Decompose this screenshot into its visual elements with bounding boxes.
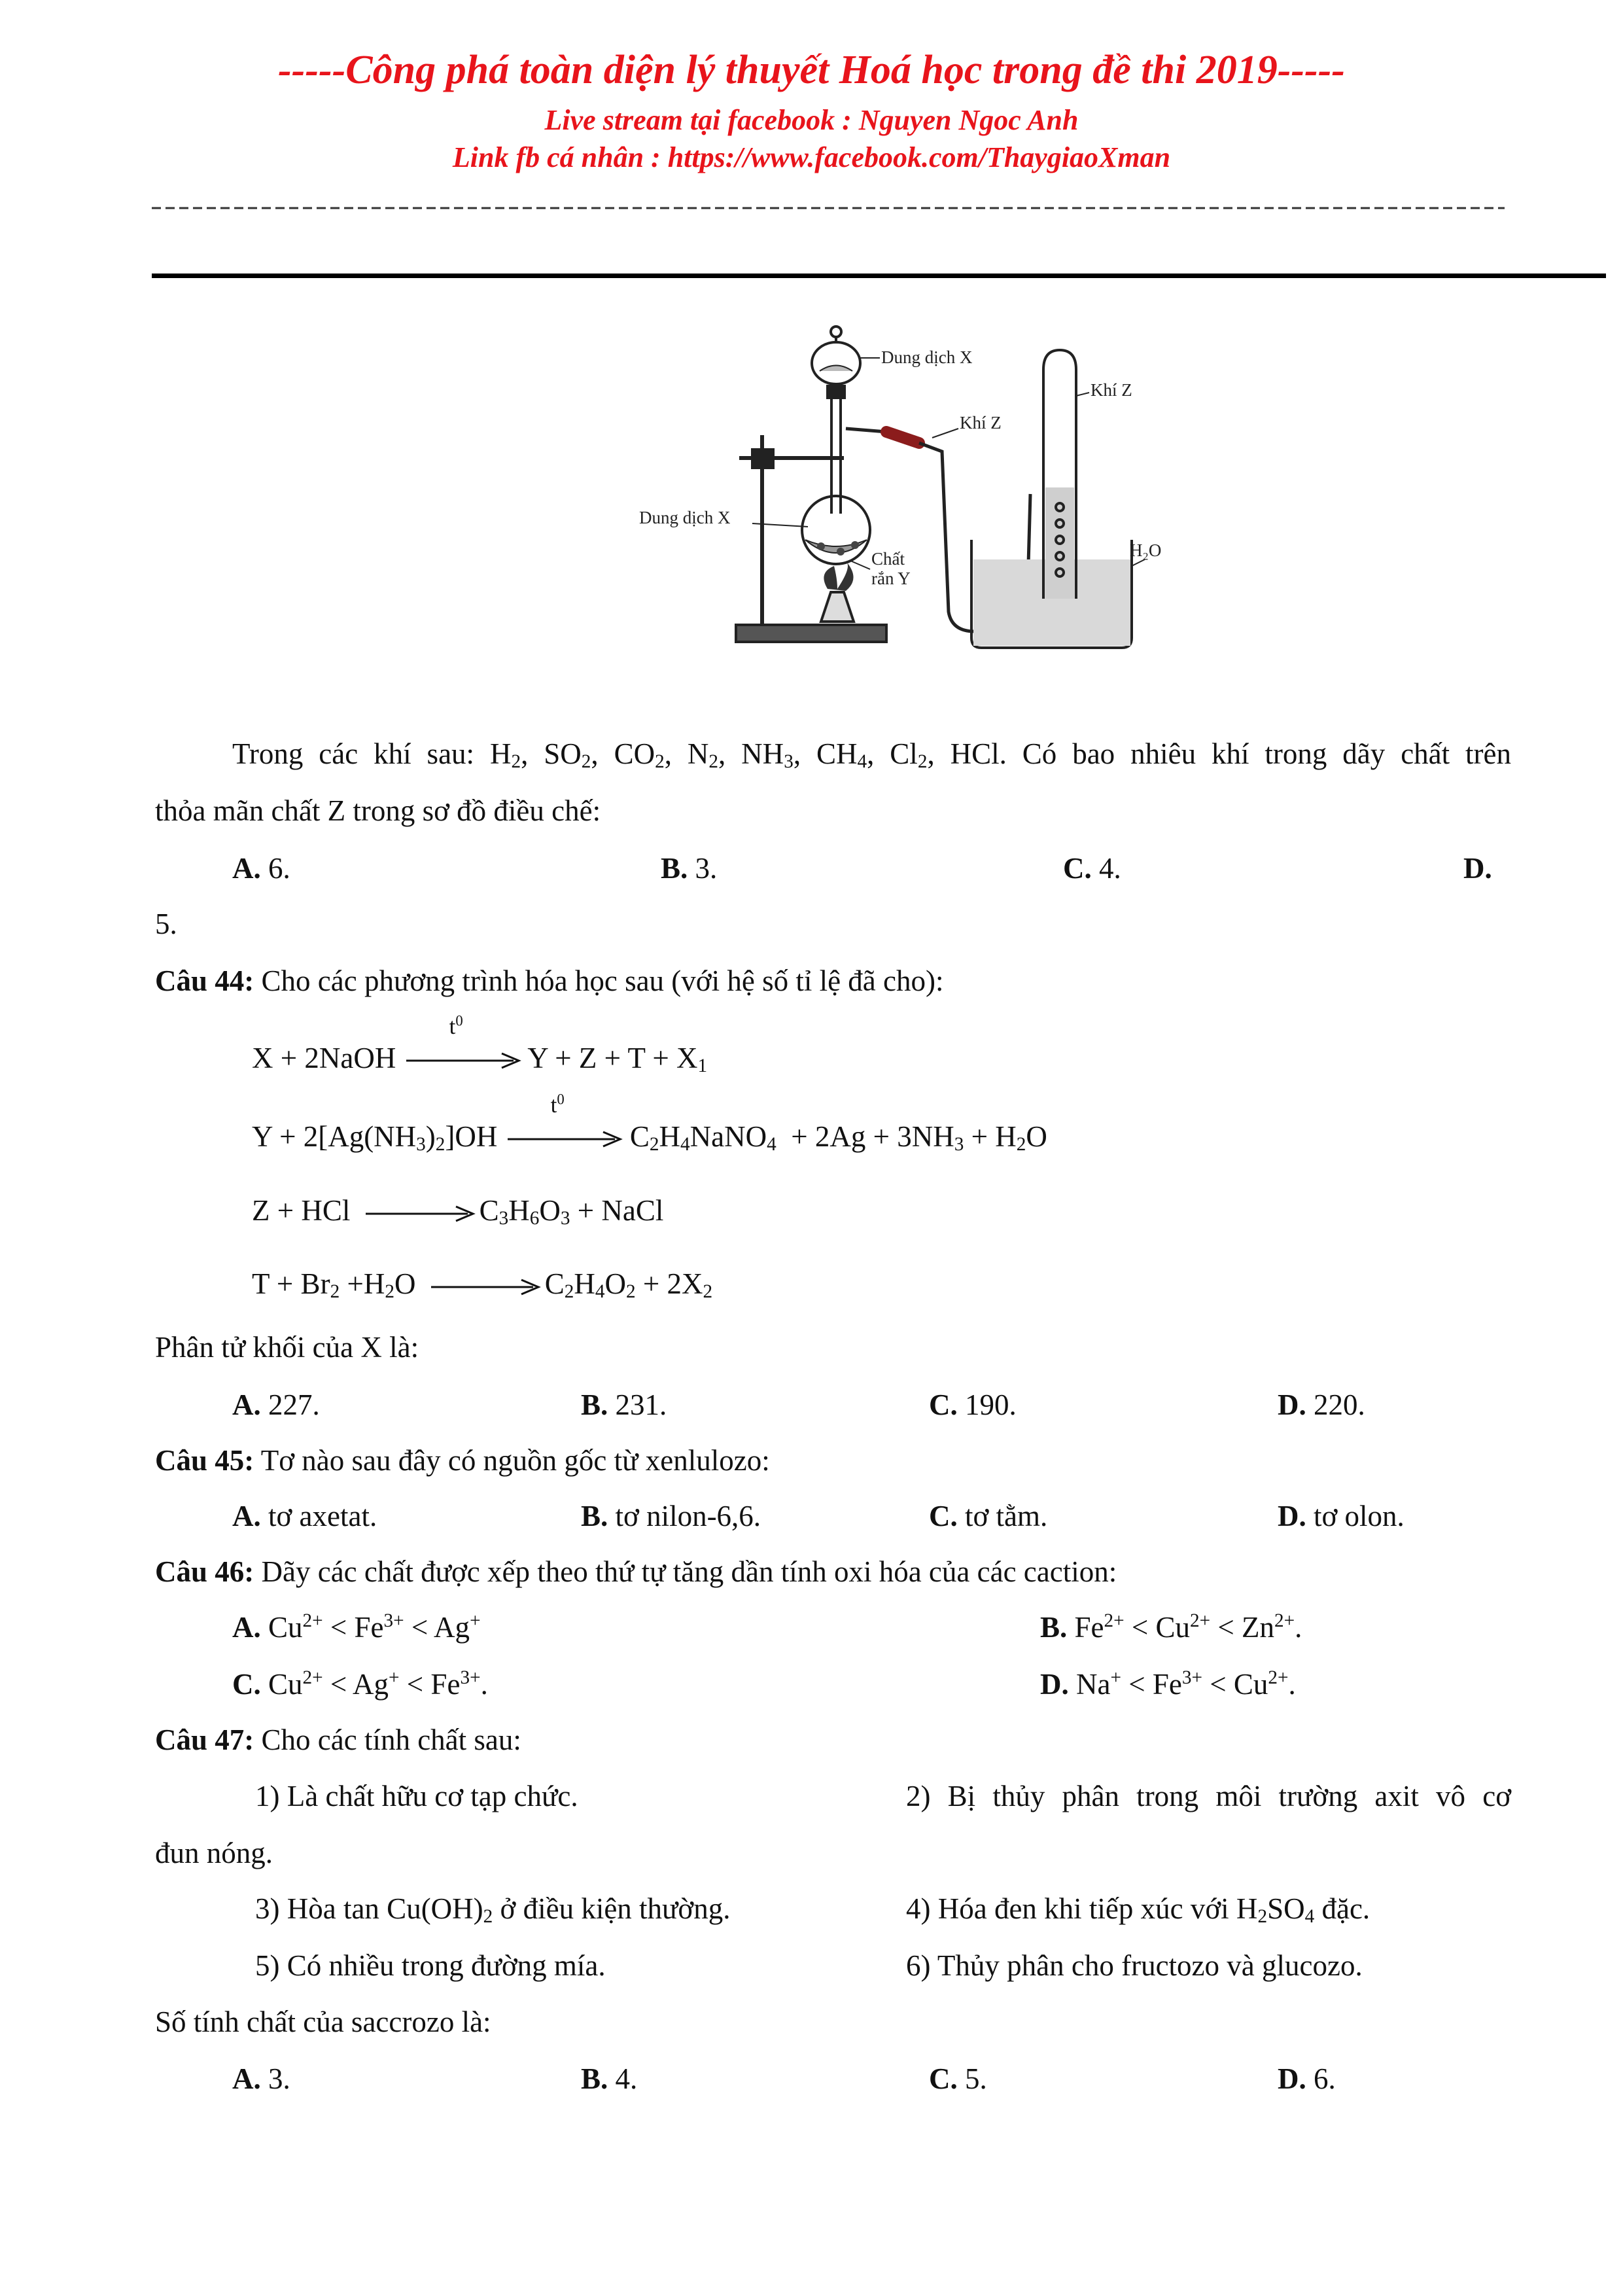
round-bottom-flask (802, 496, 870, 564)
q47-option-b[interactable]: B. 4. (581, 2062, 638, 2095)
stand-base (736, 625, 886, 642)
q44-equation-1: X + 2NaOH $t^0$ $Y + Z + T + X_1$ (252, 1012, 708, 1076)
label-dung-dich-x-top: Dung dịch X (881, 347, 973, 367)
q44-option-b[interactable]: B. 231. (581, 1388, 667, 1421)
reaction-arrow-2 (430, 1277, 541, 1297)
q45-option-d[interactable]: D. tơ olon. (1278, 1500, 1405, 1532)
q44-equation-4: $T + Br_2 +H_2O$ $C_2H_4O_2 + 2X_2$ (252, 1267, 713, 1302)
q44-equation-3: Z + HCl $C_3H_6O_3$ + NaCl (252, 1194, 664, 1229)
q47-option-a[interactable]: A. 3. (232, 2062, 290, 2095)
gas-apparatus-figure (612, 298, 1164, 661)
q43-option-d-text: 5. (155, 908, 177, 940)
q43-option-d-label[interactable]: D. (1463, 852, 1492, 885)
q46-stem: Câu 46: Dãy các chất được xếp theo thứ tự tăng dần tính oxi hóa của các caction: (155, 1555, 1117, 1588)
q45-stem: Câu 45: Tơ nào sau đây có nguồn gốc từ xenlulozo: (155, 1444, 770, 1477)
q47-property-2: 2) Bị thủy phân trong môi trường axit vô cơ (906, 1780, 1511, 1812)
q43-option-a[interactable]: A. 6. (232, 852, 290, 885)
q44-option-a[interactable]: A. 227. (232, 1388, 320, 1421)
q45-option-a[interactable]: A. tơ axetat. (232, 1500, 377, 1532)
q44-stem: Câu 44: Cho các phương trình hóa học sau (với hệ số tỉ lệ đã cho): (155, 964, 944, 997)
q45-option-c[interactable]: C. tơ tằm. (929, 1500, 1048, 1532)
q47-option-c[interactable]: C. 5. (929, 2062, 987, 2095)
q44-option-d[interactable]: D. 220. (1278, 1388, 1365, 1421)
q47-property-1: 1) Là chất hữu cơ tạp chức. (255, 1780, 578, 1812)
q47-question: Số tính chất của saccrozo là: (155, 2005, 491, 2038)
header-rule (152, 274, 1606, 278)
dashed-divider (152, 204, 1505, 212)
label-dung-dich-x-left: Dung dịch X (639, 508, 731, 527)
dropping-funnel (812, 342, 860, 384)
label-ran-y: rắn Y (871, 569, 911, 588)
q45-option-b[interactable]: B. tơ nilon-6,6. (581, 1500, 761, 1532)
alcohol-burner (821, 592, 854, 622)
header-title: -----Công phá toàn diện lý thuyết Hoá học trong đề thi 2019----- (278, 48, 1345, 92)
q47-property-4: 4) Hóa đen khi tiếp xúc với $H_2SO_4$ đặc. (906, 1892, 1370, 1927)
header-link[interactable]: Link fb cá nhân : https://www.facebook.com/ThaygiaoXman (452, 141, 1171, 173)
q46-option-d[interactable]: D. $Na^+ < Fe^{3+} < Cu^{2+}$. (1040, 1667, 1296, 1701)
header-livestream: Live stream tại facebook : Nguyen Ngoc Anh (544, 104, 1079, 136)
q47-stem: Câu 47: Cho các tính chất sau: (155, 1723, 521, 1756)
label-khi-z-tube: Khí Z (1091, 380, 1132, 400)
q43-line2: thỏa mãn chất Z trong sơ đồ điều chế: (155, 794, 601, 827)
q47-property-2-cont: đun nóng. (155, 1837, 273, 1869)
reaction-arrow-heated: $t^0$ (404, 1046, 521, 1076)
q47-property-5: 5) Có nhiều trong đường mía. (255, 1949, 606, 1982)
label-chat: Chất (871, 549, 905, 569)
q43-option-b[interactable]: B. 3. (661, 852, 718, 885)
reaction-arrow-heated-2: $t^0$ (505, 1125, 623, 1154)
clamp-knob (752, 450, 773, 468)
q46-option-b[interactable]: B. $Fe^{2+} < Cu^{2+} < Zn^{2+}$. (1040, 1610, 1302, 1644)
q44-option-c[interactable]: C. 190. (929, 1388, 1017, 1421)
q43-option-c[interactable]: C. 4. (1063, 852, 1121, 885)
q46-option-a[interactable]: A. $Cu^{2+} < Fe^{3+} < Ag^+$ (232, 1610, 481, 1644)
q46-option-c[interactable]: C. $Cu^{2+} < Ag^+ < Fe^{3+}$. (232, 1667, 488, 1701)
q44-question: Phân tử khối của X là: (155, 1331, 419, 1364)
q47-option-d[interactable]: D. 6. (1278, 2062, 1336, 2095)
reaction-arrow (364, 1204, 476, 1224)
q47-property-3: 3) Hòa $\tan Cu(OH)_2$ ở điều kiện thường. (255, 1892, 731, 1927)
q43-line1: Trong các khí sau: $H_2$, $SO_2$, $CO_2$, $N_2$, $NH_3$, $CH_4$, $Cl_2$, HCl. Có bao nhiêu khí trong dãy chất trên (232, 737, 1512, 772)
label-h2o: H₂O (1130, 540, 1162, 560)
rubber-tube (886, 432, 919, 443)
q47-property-6: 6) Thủy phân cho fructozo và glucozo. (906, 1949, 1363, 1982)
label-khi-z: Khí Z (960, 413, 1002, 433)
q44-equation-2: $Y + 2[Ag(NH_3)_2]OH$ $t^0$ $C_2H_4NaNO_4 + 2Ag + 3NH_3 + H_2O$ (252, 1091, 1047, 1155)
